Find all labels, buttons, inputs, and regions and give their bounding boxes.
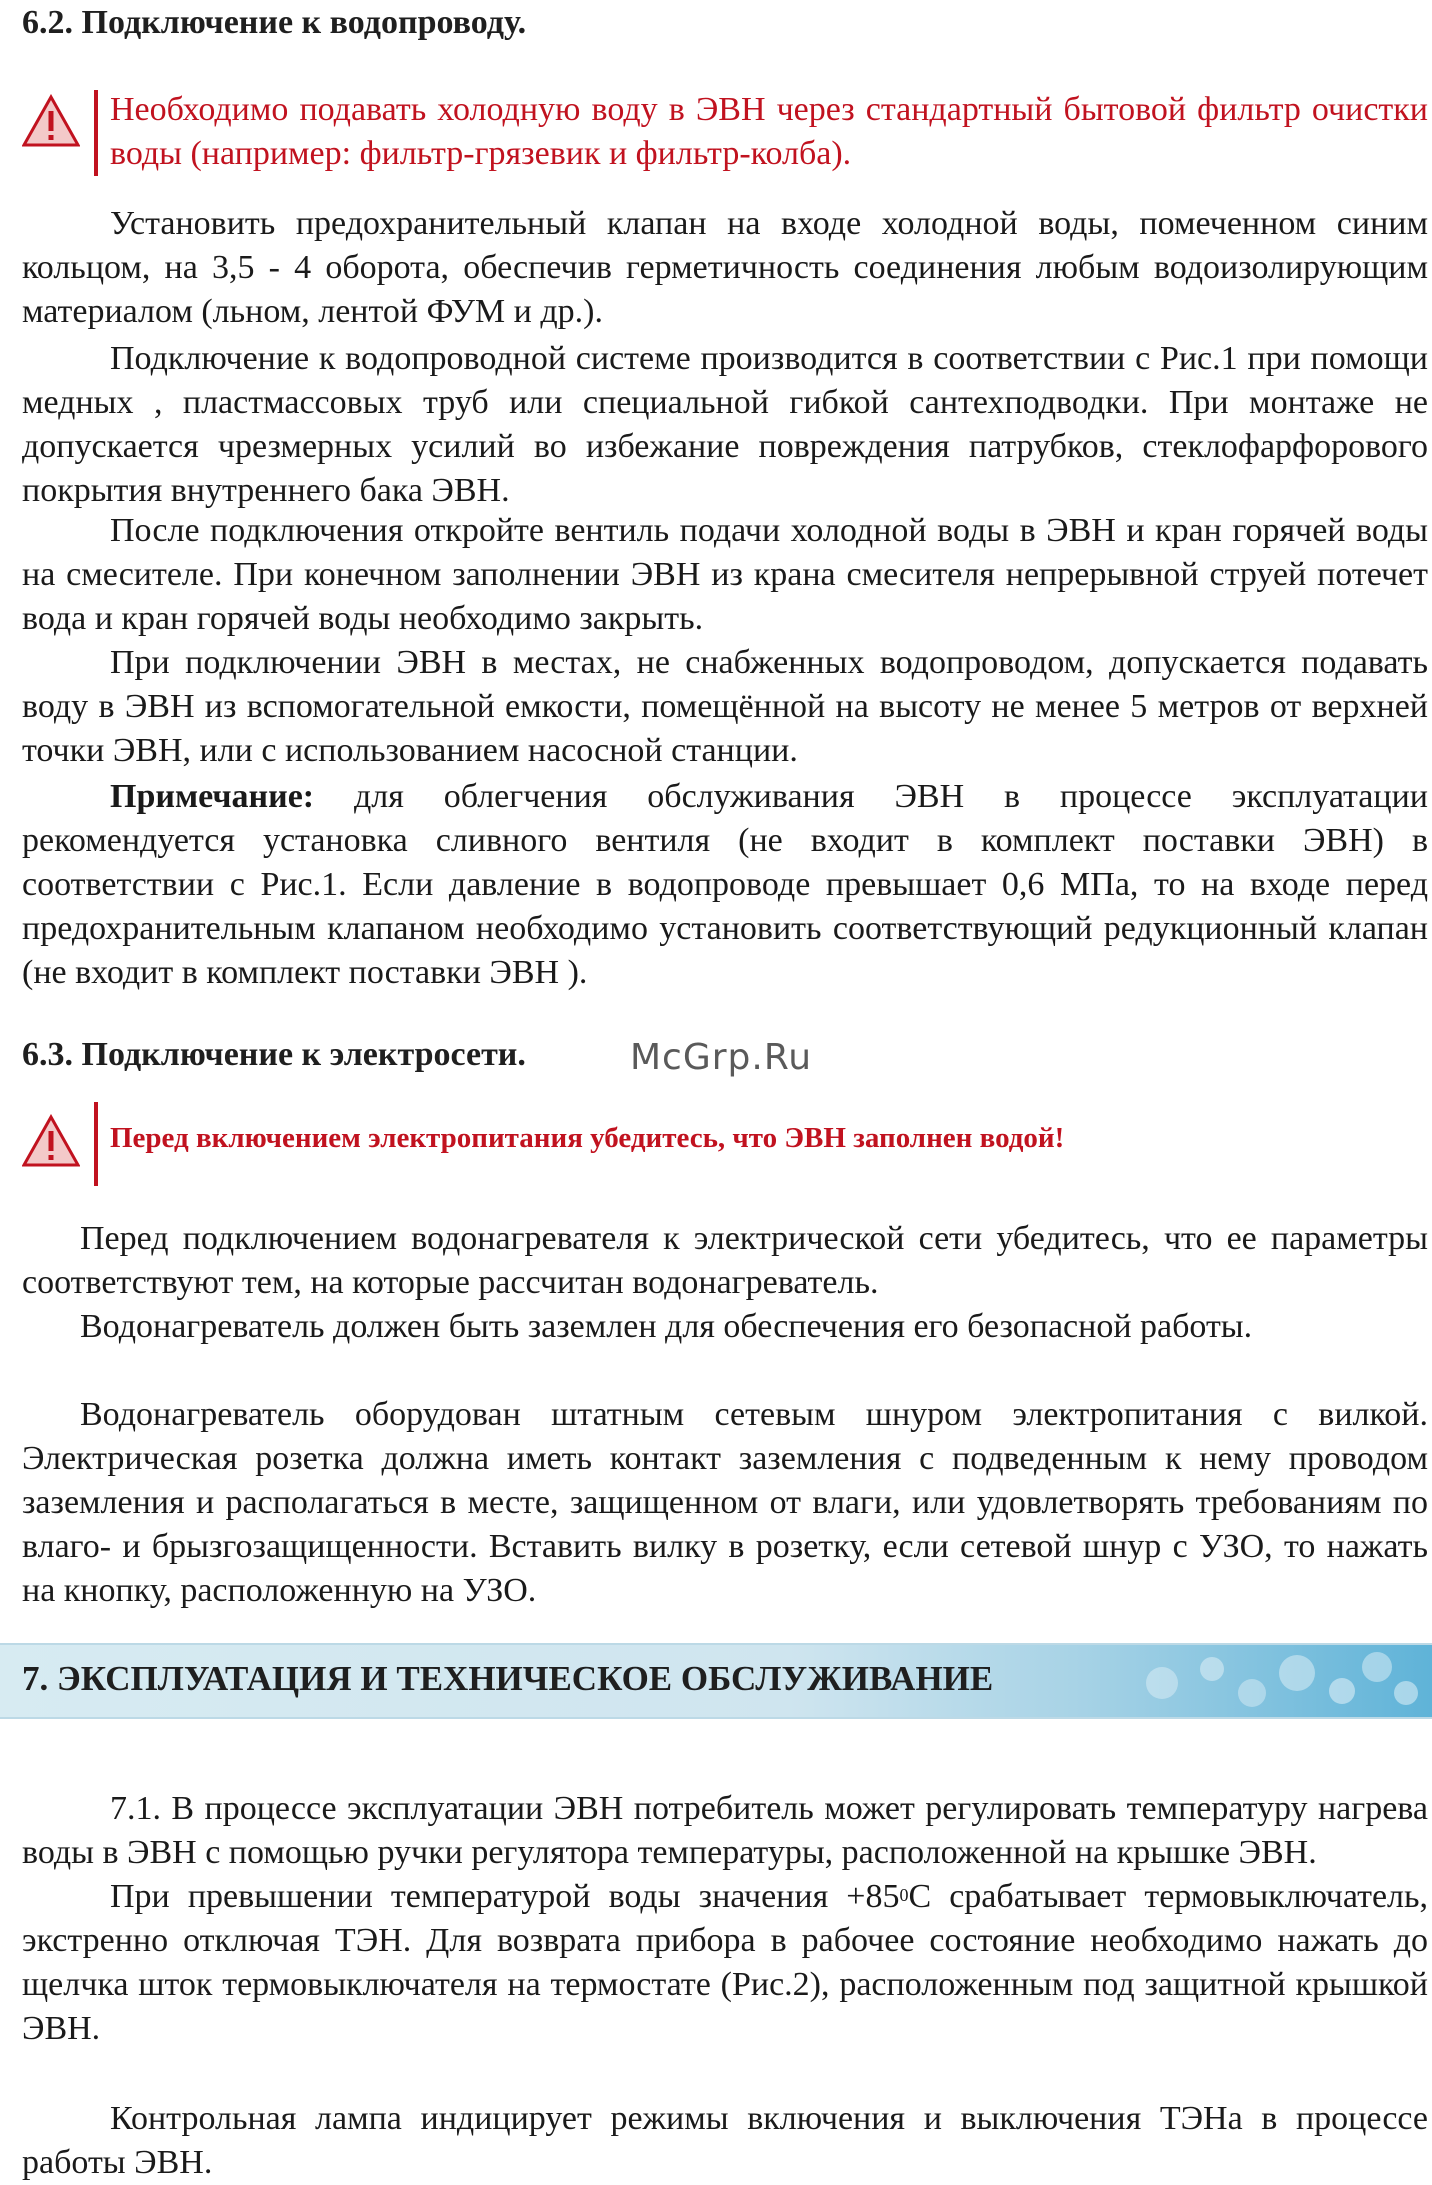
bubbles-decoration: [1122, 1649, 1422, 1713]
section-7-banner: [0, 1643, 1432, 1719]
warning-triangle-icon: [22, 1114, 80, 1168]
warning-fill-with-water: [22, 1102, 1428, 1186]
paragraph-thermal-cutout: [22, 1875, 1428, 2051]
section-6-2-heading: 6.2. Подключение к водопроводу.: [22, 4, 527, 41]
warning-bar: [94, 1102, 98, 1186]
warning-text: Необходимо подавать холодную воду в ЭВН через стандартный бытовой фильтр очистки воды (например: фильтр-грязевик и фильтр-колба).: [110, 91, 1428, 172]
paragraph-after-connection: После подключения откройте вентиль подачи холодной воды в ЭВН и кран горячей воды на смесителе. При конечном заполнении ЭВН из крана смесителя непрерывной струей потечет вода и кран горячей воды необходимо закрыть.: [22, 512, 1428, 637]
thermal-text-start: При превышении температурой воды значения +85: [110, 1878, 900, 1915]
section-6-3-heading: 6.3. Подключение к электросети.: [22, 1036, 526, 1073]
section-7-title: 7. ЭКСПЛУАТАЦИЯ И ТЕХНИЧЕСКОЕ ОБСЛУЖИВАНИЕ: [22, 1659, 994, 1698]
watermark: McGrp.Ru: [630, 1037, 813, 1078]
note-label: Примечание:: [110, 778, 315, 815]
warning-bar: [94, 90, 98, 176]
warning-text: Перед включением электропитания убедитесь, что ЭВН заполнен водой!: [110, 1122, 1065, 1154]
paragraph-note: [22, 775, 1428, 995]
paragraph-7-1: 7.1. В процессе эксплуатации ЭВН потребитель может регулировать температуру нагрева воды в ЭВН с помощью ручки регулятора температуры, расположенной на крышке ЭВН.: [22, 1790, 1428, 1871]
paragraph-plumbing-connection: Подключение к водопроводной системе производится в соответствии с Рис.1 при помощи медных , пластмассовых труб или специальной гибкой сантехподводки. При монтаже не допускается чрезмерных усилий во избежание повреждения патрубков, стеклофарфорового покрытия внутреннего бака ЭВН.: [22, 340, 1428, 509]
note-text: для облегчения обслуживания ЭВН в процессе эксплуатации рекомендуется установка сливного вентиля (не входит в комплект поставки ЭВН) в соответствии с Рис.1. Если давление в водопроводе превышает 0,6 МПа, то на входе перед предохранительным клапаном необходимо установить соответствующий редукционный клапан (не входит в комплект поставки ЭВН ).: [22, 778, 1428, 991]
paragraph-no-water-supply: При подключении ЭВН в местах, не снабженных водопроводом, допускается подавать воду в ЭВН из вспомогательной емкости, помещённой на высоту не менее 5 метров от верхней точки ЭВН, или с использованием насосной станции.: [22, 644, 1428, 769]
paragraph-network-parameters: Перед подключением водонагревателя к электрической сети убедитесь, что ее параметры соответствуют тем, на которые рассчитан водонагреватель.: [22, 1220, 1428, 1301]
thermal-text-end: С срабатывает термовыключатель, экстренно отключая ТЭН. Для возврата прибора в рабочее состояние необходимо нажать до щелчка шток термовыключателя на термостате (Рис.2), расположенным под защитной крышкой ЭВН.: [22, 1878, 1429, 2047]
degree-superscript: 0: [899, 1885, 909, 1905]
warning-water-filter: [22, 90, 1428, 182]
warning-triangle-icon: [22, 94, 80, 148]
paragraph-grounding: Водонагреватель должен быть заземлен для обеспечения его безопасной работы.: [80, 1308, 1253, 1345]
paragraph-power-cord: Водонагреватель оборудован штатным сетевым шнуром электропитания с вилкой. Электрическая розетка должна иметь контакт заземления с подведенным к нему проводом заземления и располагаться в месте, защищенном от влаги, или удовлетворять требованиям по влаго- и брызгозащищенности. Вставить вилку в розетку, если сетевой шнур с УЗО, то нажать на кнопку, расположенную на УЗО.: [22, 1396, 1428, 1609]
paragraph-safety-valve: Установить предохранительный клапан на входе холодной воды, помеченном синим кольцом, на 3,5 - 4 оборота, обеспечив герметичность соединения любым водоизолирующим материалом (льном, лентой ФУМ и др.).: [22, 205, 1428, 330]
paragraph-indicator-lamp: Контрольная лампа индицирует режимы включения и выключения ТЭНа в процессе работы ЭВН.: [22, 2100, 1428, 2181]
